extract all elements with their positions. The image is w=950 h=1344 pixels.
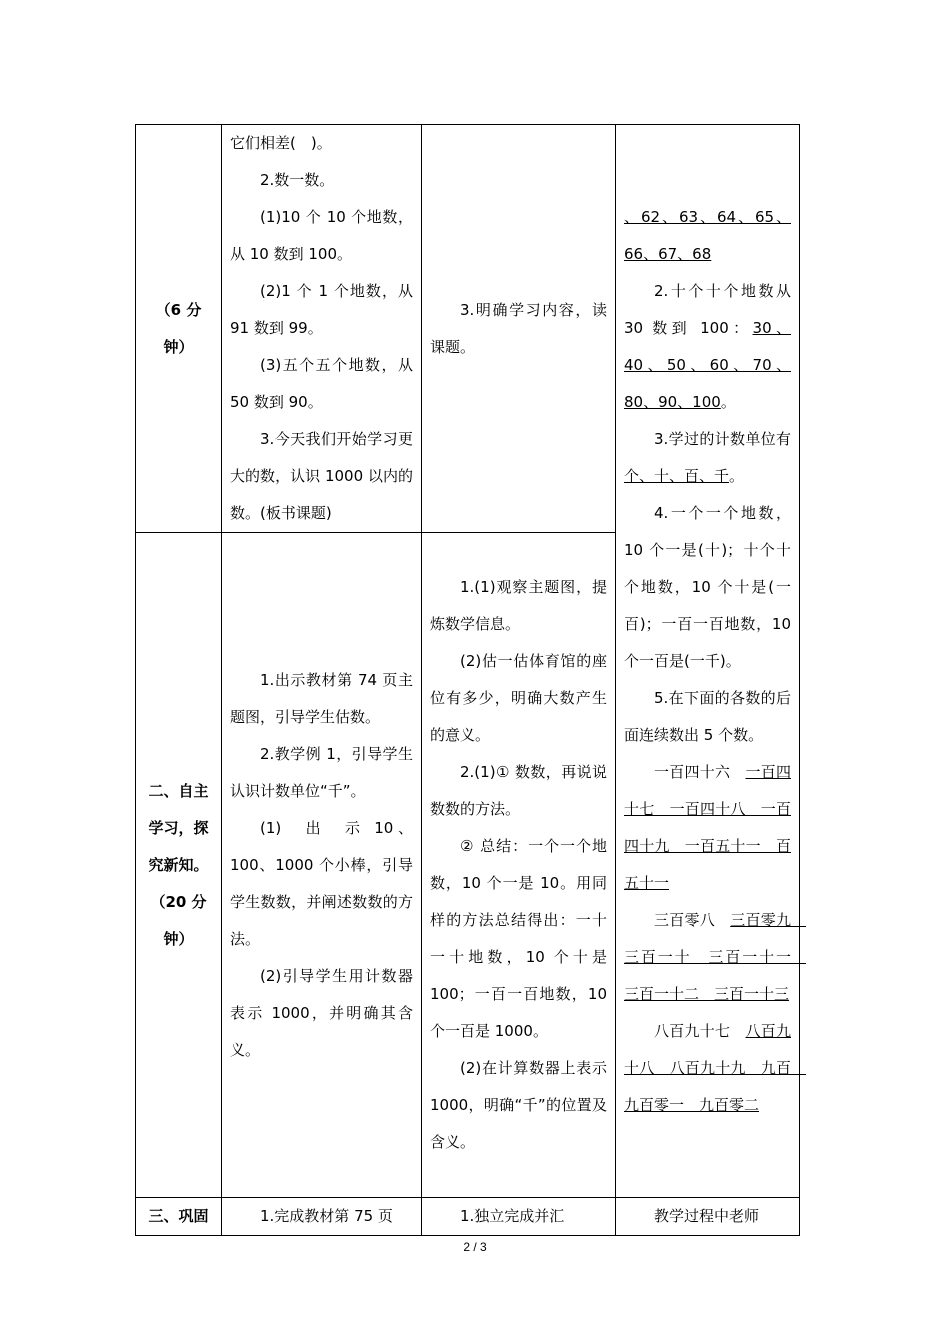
answer-underlined: 个、十、百、千 [624, 466, 730, 485]
teacher-paragraph: 1.完成教材第 75 页 [260, 1207, 393, 1225]
student-paragraph: 3.明确学习内容，读课题。 [430, 300, 607, 356]
student-cell-explore [422, 533, 616, 1198]
stage-cell-explore [136, 533, 222, 1198]
stage-cell-intro [136, 125, 222, 533]
stage-line: 究新知。 [148, 855, 209, 874]
student-paragraph: 1.独立完成并汇 [460, 1207, 565, 1225]
answer-cell [616, 125, 807, 1198]
teacher-paragraph: 2.数一数。 [260, 171, 335, 189]
document-page [135, 124, 807, 1236]
answer-text: 3.学过的计数单位有 [654, 429, 791, 448]
answer-underlined: 三百零九 三百一十 三百一十一 三百一十二 三百一十三 [624, 910, 807, 1003]
teacher-paragraph: 2.教学例 1，引导学生认识计数单位“千”。 [230, 744, 413, 800]
answer-paragraph [624, 754, 791, 902]
table-row-consolidate [136, 1198, 800, 1236]
answer-text: 一百四十六 [654, 762, 746, 781]
answer-paragraph: 、62、63、64、65、66、67、68 [624, 207, 791, 263]
answer-text: 2.十个十个地数从 30 数到 100： [624, 281, 791, 337]
stage-cell-consolidate [136, 1198, 222, 1236]
lesson-plan-table [135, 124, 807, 1236]
answer-underlined: 一百四十七 一百四十八 一百四十九 一百五十一 百五十一 [624, 762, 791, 892]
teacher-paragraph: (3)五个五个地数，从 50 数到 90。 [230, 356, 413, 411]
teacher-paragraph: (1)10 个 10 个地数，从 10 数到 100。 [230, 208, 413, 263]
student-paragraph: 1.(1)观察主题图，提炼数学信息。 [430, 578, 607, 633]
answer-text: 。 [720, 392, 736, 411]
stage-line: （20 分 [150, 892, 207, 911]
stage-line: 钟） [163, 929, 194, 948]
student-paragraph: 2.(1)① 数数，再说说数数的方法。 [430, 763, 607, 818]
stage-line: 三、巩固 [148, 1207, 209, 1225]
teacher-paragraph: (1) 出 示 10、100、1000 个小棒，引导学生数数，并阐述数数的方法。 [230, 818, 413, 948]
answer-text: 5.在下面的各数的后面连续数出 5 个数。 [624, 688, 791, 744]
answer-paragraph [624, 680, 791, 754]
student-paragraph: (2)在计算数器上表示 1000，明确“千”的位置及含义。 [430, 1059, 607, 1151]
answer-paragraph [624, 495, 791, 680]
student-paragraph: (2)估一估体育馆的座位有多少，明确大数产生的意义。 [430, 652, 607, 744]
answer-underlined: 30、40、50、60、70、80、90、100 [624, 318, 791, 411]
stage-line: （6 分 [155, 300, 202, 319]
answer-paragraph [624, 273, 791, 421]
answer-paragraph [624, 902, 807, 1013]
teacher-cell-explore [222, 533, 422, 1198]
stage-line: 学习，探 [148, 818, 209, 837]
answer-text: 4.一个一个地数，10 个一是(十)；十个十个地数，10 个十是(一百)；一百一百地数，10 个一百是(一千)。 [624, 503, 791, 670]
stage-line: 二、自主 [148, 781, 209, 800]
teacher-paragraph: (2)1 个 1 个地数，从 91 数到 99。 [230, 282, 413, 337]
teacher-paragraph: (2)引导学生用计数器表示 1000，并明确其含义。 [230, 966, 413, 1059]
answer-paragraph: 教学过程中老师 [654, 1207, 760, 1225]
answer-paragraph [624, 1013, 807, 1124]
answer-text: 。 [729, 466, 745, 485]
answer-text: 八百九十七 [654, 1021, 746, 1040]
teacher-paragraph: 1.出示教材第 74 页主题图，引导学生估数。 [230, 670, 413, 726]
teacher-paragraph: 它们相差( )。 [230, 134, 332, 152]
answer-paragraph [624, 421, 791, 495]
page-number: 2 / 3 [463, 1240, 487, 1254]
answer-underlined: 八百九十八 八百九十九 九百 九百零一 九百零二 [624, 1021, 807, 1114]
answer-text: 三百零八 [654, 910, 731, 929]
teacher-cell-consolidate [222, 1198, 422, 1236]
student-paragraph: ② 总结：一个一个地数，10 个一是 10。用同样的方法总结得出：一十一十地数，10 个十是 100；一百一百地数，10 个一百是 1000。 [430, 837, 607, 1040]
stage-line: 钟） [163, 337, 194, 356]
table-row-intro [136, 125, 800, 533]
student-cell-intro [422, 125, 616, 533]
teacher-paragraph: 3.今天我们开始学习更大的数，认识 1000 以内的数。(板书课题) [230, 430, 413, 522]
teacher-cell-intro [222, 125, 422, 533]
student-cell-consolidate [422, 1198, 616, 1236]
answer-cell-consolidate [616, 1198, 800, 1236]
